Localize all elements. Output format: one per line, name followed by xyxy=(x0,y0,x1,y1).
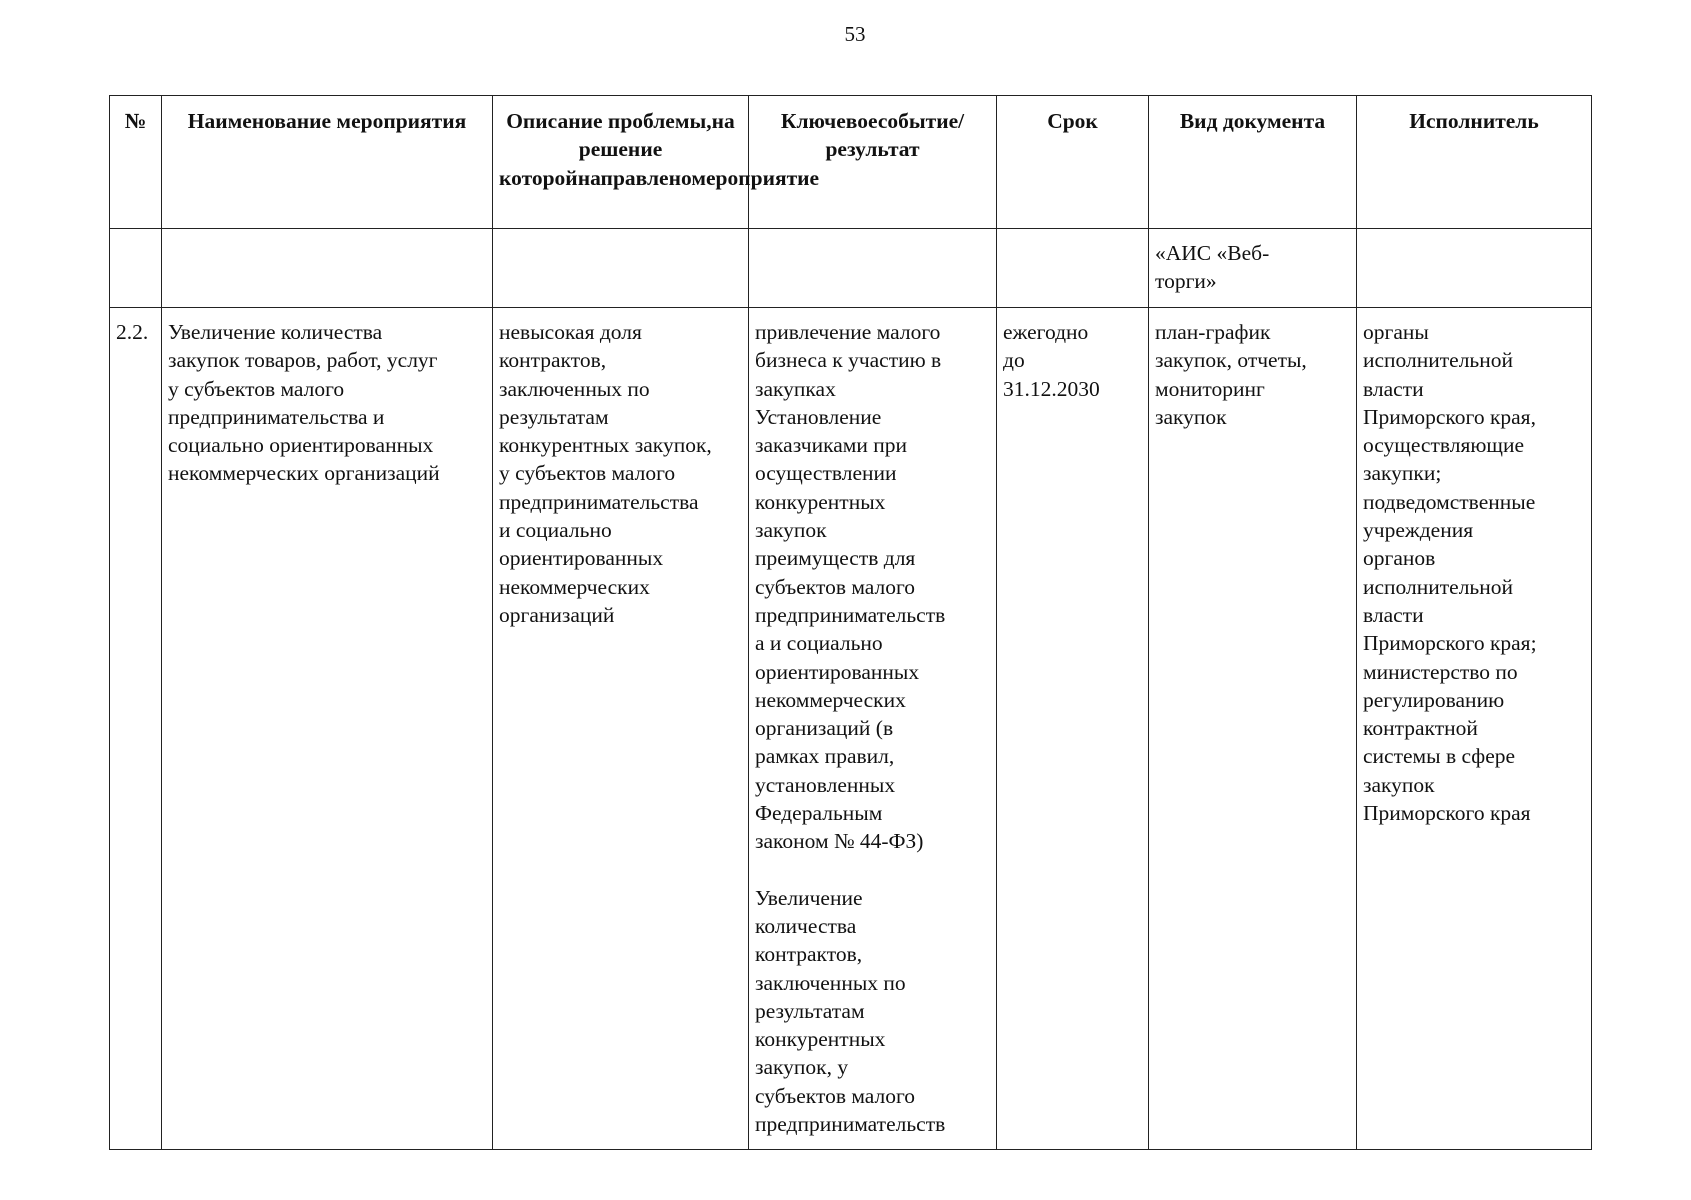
key-result-part-1 xyxy=(755,318,990,856)
text-line: предпринимательств xyxy=(755,602,946,627)
document-type-cell xyxy=(1149,308,1357,1150)
text-line: Ключевое xyxy=(780,109,878,133)
action-plan-table xyxy=(109,95,1592,1150)
text-line: Срок xyxy=(1047,109,1098,133)
text-line: субъектов малого xyxy=(755,574,916,599)
text-line: Увеличение количества xyxy=(168,320,383,344)
text-line: конкурентных закупок, xyxy=(499,433,712,458)
text-line: Исполнитель xyxy=(1409,109,1539,133)
text-line: направлено xyxy=(577,165,692,190)
header-deadline xyxy=(997,96,1149,229)
text-line: Установление xyxy=(755,404,882,429)
header-activity-name xyxy=(162,96,493,229)
text-line: законом № 44-ФЗ) xyxy=(755,829,924,854)
text-line: рамках правил, xyxy=(755,744,895,769)
cont-result-cell xyxy=(749,229,997,308)
activity-name-cell xyxy=(162,308,493,1150)
text-line: некоммерческих организаций xyxy=(168,461,440,486)
table-row xyxy=(110,229,1592,308)
text-line: Увеличение xyxy=(755,885,863,910)
text-line: осуществляющие xyxy=(1363,433,1525,458)
text-line: ориентированных xyxy=(499,546,664,571)
header-problem-description xyxy=(493,96,820,229)
text-line: предпринимательства и xyxy=(168,404,385,429)
text-line: закупки; xyxy=(1363,461,1442,486)
text-line: исполнительной xyxy=(1363,348,1513,373)
deadline-cell xyxy=(997,308,1149,1150)
text-line: привлечение малого xyxy=(755,320,941,344)
text-line: системы в сфере xyxy=(1363,744,1516,769)
header-document-type xyxy=(1149,96,1357,229)
key-result-part-2 xyxy=(755,884,990,1139)
text-line: «АИС «Веб- xyxy=(1155,241,1270,265)
text-line: закупок xyxy=(1155,404,1227,429)
table-row xyxy=(110,308,1592,1150)
text-line: закупках xyxy=(755,376,836,401)
text-line: до xyxy=(1003,348,1025,373)
text-line: мероприятие xyxy=(691,165,820,190)
text-line: органов xyxy=(1363,546,1436,571)
text-line: у субъектов малого xyxy=(499,461,676,486)
text-line: организаций (в xyxy=(755,716,894,741)
text-line: торги» xyxy=(1155,269,1217,294)
text-line: предпринимательства xyxy=(499,489,699,514)
page-number: 53 xyxy=(844,22,866,46)
text-line: некоммерческих xyxy=(499,574,650,599)
text-line: результатам xyxy=(499,404,609,429)
text-line: некоммерческих xyxy=(755,687,906,712)
text-line: закупок, у xyxy=(755,1055,849,1080)
text-line: и социально xyxy=(499,518,612,543)
text-line: бизнеса к участию в xyxy=(755,348,942,373)
problem-description-cell xyxy=(493,308,749,1150)
text-line: конкурентных xyxy=(755,489,886,514)
text-line: заказчиками при xyxy=(755,433,907,458)
text-line: контрактной xyxy=(1363,716,1478,741)
cont-problem-cell xyxy=(493,229,749,308)
text-line: организаций xyxy=(499,602,615,627)
text-line: власти xyxy=(1363,602,1424,627)
text-line: власти xyxy=(1363,376,1424,401)
table-header-row xyxy=(110,96,1592,229)
text-line: конкурентных xyxy=(755,1027,886,1052)
text-line: учреждения xyxy=(1363,518,1474,543)
text-line: осуществлении xyxy=(755,461,897,486)
text-line: а и социально xyxy=(755,631,883,656)
text-line: подведомственные xyxy=(1363,489,1536,514)
text-line: регулированию xyxy=(1363,687,1505,712)
text-line: Приморского края; xyxy=(1363,631,1537,656)
text-line: ежегодно xyxy=(1003,320,1089,344)
header-key-result xyxy=(749,96,997,229)
text-line: Описание проблемы, xyxy=(506,109,712,133)
text-line: установленных xyxy=(755,772,896,797)
text-line: преимуществ для xyxy=(755,546,916,571)
text-line: Приморского края, xyxy=(1363,404,1536,429)
cont-number-cell xyxy=(110,229,162,308)
text-line: закупок товаров, работ, услуг xyxy=(168,348,438,373)
text-line: закупок, отчеты, xyxy=(1155,348,1307,373)
cont-deadline-cell xyxy=(997,229,1149,308)
text-line: предпринимательств xyxy=(755,1112,946,1137)
text-line: исполнительной xyxy=(1363,574,1513,599)
text-line: мониторинг xyxy=(1155,376,1265,401)
text-line: министерство по xyxy=(1363,659,1518,684)
text-line: Приморского края xyxy=(1363,801,1531,826)
header-executor xyxy=(1357,96,1592,229)
text-line: 31.12.2030 xyxy=(1003,376,1100,401)
row-number-cell: 2.2. xyxy=(110,308,162,1150)
text-line: закупок xyxy=(755,518,827,543)
text-line: результатам xyxy=(755,998,865,1023)
text-line: закупок xyxy=(1363,772,1435,797)
cont-doc-type-cell xyxy=(1149,229,1357,308)
text-line: заключенных по xyxy=(499,376,650,401)
text-line: № xyxy=(124,109,147,133)
key-result-cell xyxy=(749,308,997,1150)
text-line: заключенных по xyxy=(755,970,906,995)
text-line: социально ориентированных xyxy=(168,433,434,458)
executor-cell xyxy=(1357,308,1592,1150)
text-line: Федеральным xyxy=(755,801,883,826)
cont-name-cell xyxy=(162,229,493,308)
text-line: событие/результат xyxy=(825,109,965,162)
text-line: количества xyxy=(755,913,857,938)
text-line: Наименование мероприятия xyxy=(187,109,467,133)
header-number xyxy=(110,96,162,229)
text-line: план-график xyxy=(1155,320,1271,344)
text-line: у субъектов малого xyxy=(168,376,345,401)
text-line: органы xyxy=(1363,320,1429,344)
text-line: невысокая доля xyxy=(499,320,642,344)
cont-executor-cell xyxy=(1357,229,1592,308)
text-line: контрактов, xyxy=(755,942,863,967)
text-line: ориентированных xyxy=(755,659,920,684)
text-line: контрактов, xyxy=(499,348,607,373)
text-line: на решение которой xyxy=(499,109,735,190)
text-line: субъектов малого xyxy=(755,1083,916,1108)
text-line: Вид документа xyxy=(1179,109,1326,133)
